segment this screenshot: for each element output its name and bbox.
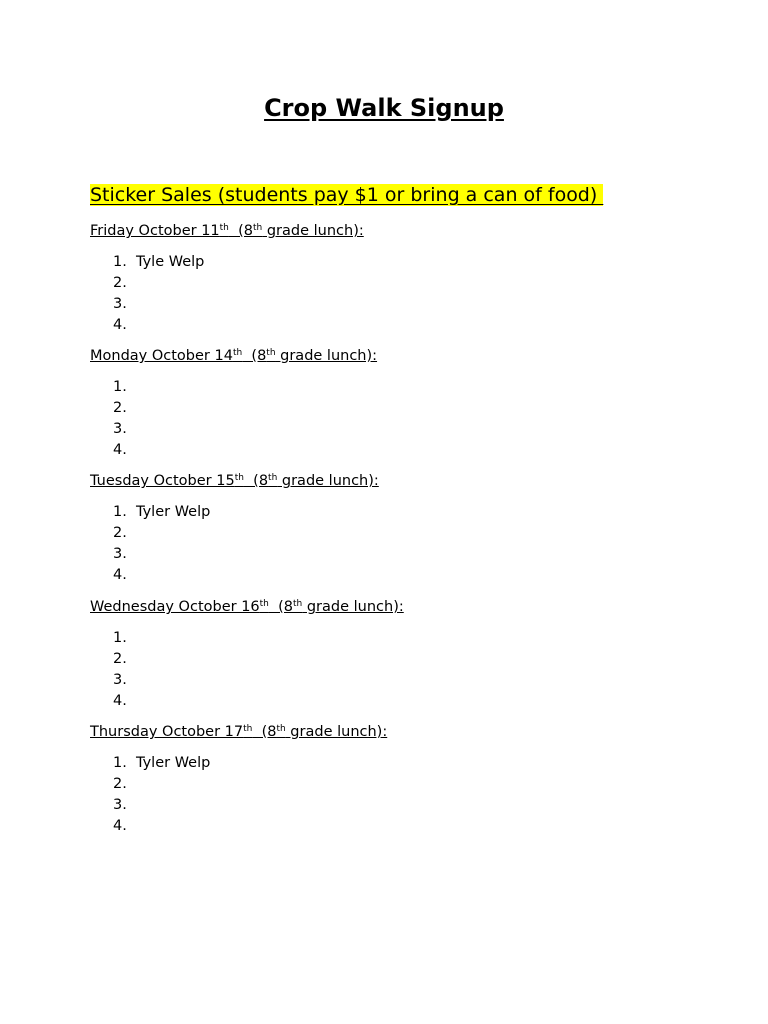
day-date: Monday October 14 <box>90 348 233 364</box>
signup-slot <box>90 273 690 294</box>
signup-list <box>90 377 690 461</box>
slot-name: Tyler Welp <box>136 504 211 520</box>
signup-list <box>90 502 690 586</box>
grade-lunch-label: grade lunch): <box>285 724 388 740</box>
signup-slot <box>90 252 690 273</box>
signup-slot <box>90 315 690 336</box>
section-subheading <box>90 183 603 207</box>
day-date: Thursday October 17 <box>90 724 244 740</box>
grade-ordinal-suffix: th <box>276 724 286 734</box>
grade-lunch-label: grade lunch): <box>277 473 379 489</box>
slot-number: 1. <box>113 254 127 270</box>
grade-lunch-label: grade lunch): <box>302 599 404 615</box>
grade-lunch-label: grade lunch): <box>275 348 378 364</box>
page-title: Crop Walk Signup <box>264 94 504 122</box>
day-section-monday <box>90 347 690 461</box>
slot-number: 2. <box>113 525 127 541</box>
signup-slot <box>90 628 690 649</box>
day-heading <box>90 472 690 490</box>
day-ordinal-suffix: th <box>219 223 229 233</box>
slot-number: 2. <box>113 651 127 667</box>
day-date: Wednesday October 16 <box>90 599 260 615</box>
slot-number: 2. <box>113 776 127 792</box>
slot-number: 1. <box>113 379 127 395</box>
day-heading <box>90 723 690 741</box>
signup-slot <box>90 795 690 816</box>
signup-slot <box>90 691 690 712</box>
slot-number: 4. <box>113 317 127 333</box>
slot-number: 1. <box>113 630 127 646</box>
slot-number: 1. <box>113 755 127 771</box>
signup-slot <box>90 649 690 670</box>
grade-prefix: (8 <box>228 223 253 239</box>
signup-slot <box>90 774 690 795</box>
day-section-wednesday <box>90 598 690 712</box>
signup-slot <box>90 523 690 544</box>
signup-slot <box>90 816 690 837</box>
day-heading <box>90 598 690 616</box>
grade-ordinal-suffix: th <box>293 599 303 609</box>
highlighted-subheading-text: Sticker Sales (students pay $1 or bring a can of food) <box>90 184 604 206</box>
slot-name: Tyler Welp <box>136 755 211 771</box>
signup-slot <box>90 377 690 398</box>
day-date: Tuesday October 15 <box>90 473 235 489</box>
signup-slot <box>90 670 690 691</box>
slot-name: Tyle Welp <box>136 254 205 270</box>
grade-prefix: (8 <box>242 348 267 364</box>
slot-number: 2. <box>113 400 127 416</box>
day-heading <box>90 222 690 240</box>
day-section-friday <box>90 222 690 336</box>
slot-number: 3. <box>113 797 127 813</box>
slot-number: 3. <box>113 421 127 437</box>
day-ordinal-suffix: th <box>232 348 243 358</box>
signup-slot <box>90 502 690 523</box>
grade-prefix: (8 <box>243 473 269 489</box>
slot-number: 4. <box>113 693 127 709</box>
slot-number: 3. <box>113 296 127 312</box>
grade-prefix: (8 <box>252 724 277 740</box>
grade-prefix: (8 <box>268 599 293 615</box>
grade-ordinal-suffix: th <box>268 473 278 483</box>
day-heading <box>90 347 690 365</box>
slot-number: 3. <box>113 546 127 562</box>
day-ordinal-suffix: th <box>234 473 244 483</box>
signup-slot <box>90 440 690 461</box>
slot-number: 1. <box>113 504 127 520</box>
slot-number: 4. <box>113 818 127 834</box>
slot-number: 4. <box>113 442 127 458</box>
slot-number: 4. <box>113 567 127 583</box>
signup-slot <box>90 753 690 774</box>
signup-slot <box>90 419 690 440</box>
day-section-tuesday <box>90 472 690 586</box>
slot-number: 2. <box>113 275 127 291</box>
signup-slot <box>90 544 690 565</box>
signup-list <box>90 252 690 336</box>
signup-slot <box>90 294 690 315</box>
day-section-thursday <box>90 723 690 837</box>
day-ordinal-suffix: th <box>259 599 269 609</box>
day-date: Friday October 11 <box>90 223 220 239</box>
signup-list <box>90 628 690 712</box>
signup-slot <box>90 398 690 419</box>
signup-list <box>90 753 690 837</box>
grade-ordinal-suffix: th <box>266 348 276 358</box>
slot-number: 3. <box>113 672 127 688</box>
grade-lunch-label: grade lunch): <box>262 223 364 239</box>
signup-slot <box>90 565 690 586</box>
day-ordinal-suffix: th <box>243 724 253 734</box>
grade-ordinal-suffix: th <box>253 223 263 233</box>
